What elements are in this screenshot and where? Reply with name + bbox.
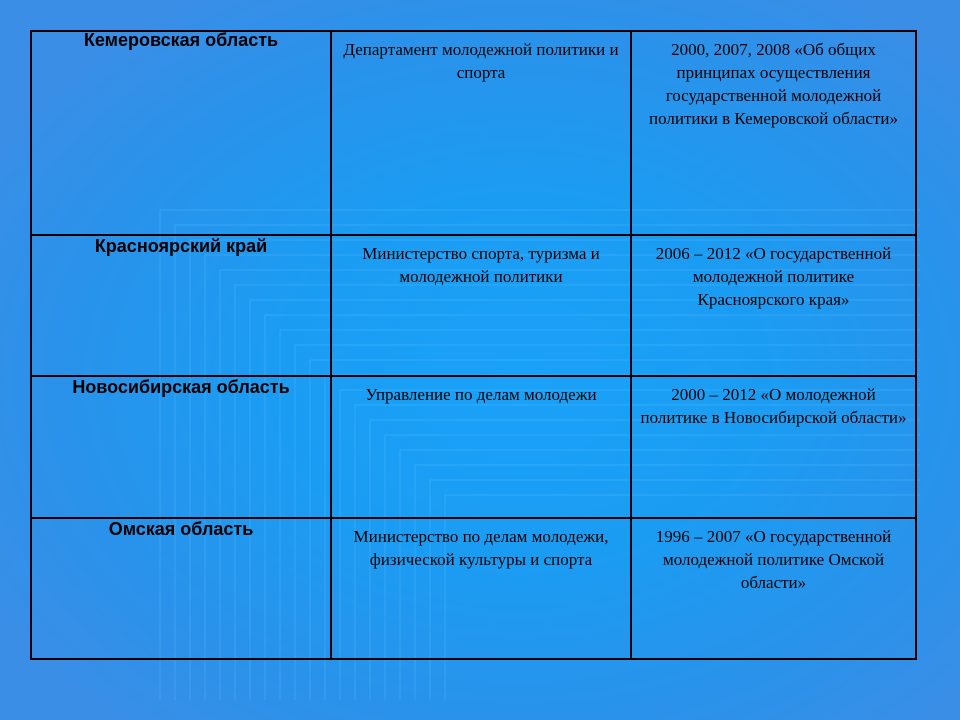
table-row <box>31 31 916 235</box>
governing-body-cell: Департамент молодежной политики и спорта <box>331 31 631 235</box>
table-row <box>31 518 916 659</box>
law-cell: 2000 – 2012 «О молодежной политике в Новосибирской области» <box>631 376 916 518</box>
law-cell: 2000, 2007, 2008 «Об общих принципах осуществления государственной молодежной политики в Кемеровской области» <box>631 31 916 235</box>
region-name: Красноярский край <box>94 236 268 256</box>
law-cell: 2006 – 2012 «О государственной молодежной политике Красноярского края» <box>631 235 916 376</box>
table-row <box>31 235 916 376</box>
governing-body-cell: Министерство спорта, туризма и молодежной политики <box>331 235 631 376</box>
governing-body-cell: Управление по делам молодежи <box>331 376 631 518</box>
region-name: Новосибирская область <box>72 377 290 397</box>
governing-body-cell: Министерство по делам молодежи, физической культуры и спорта <box>331 518 631 659</box>
table-row <box>31 376 916 518</box>
region-cell <box>31 518 331 659</box>
region-cell <box>31 376 331 518</box>
law-cell: 1996 – 2007 «О государственной молодежной политике Омской области» <box>631 518 916 659</box>
region-cell <box>31 31 331 235</box>
regions-table <box>30 30 917 660</box>
region-name: Омская область <box>108 519 254 539</box>
region-name: Кемеровская область <box>83 30 279 50</box>
region-cell <box>31 235 331 376</box>
